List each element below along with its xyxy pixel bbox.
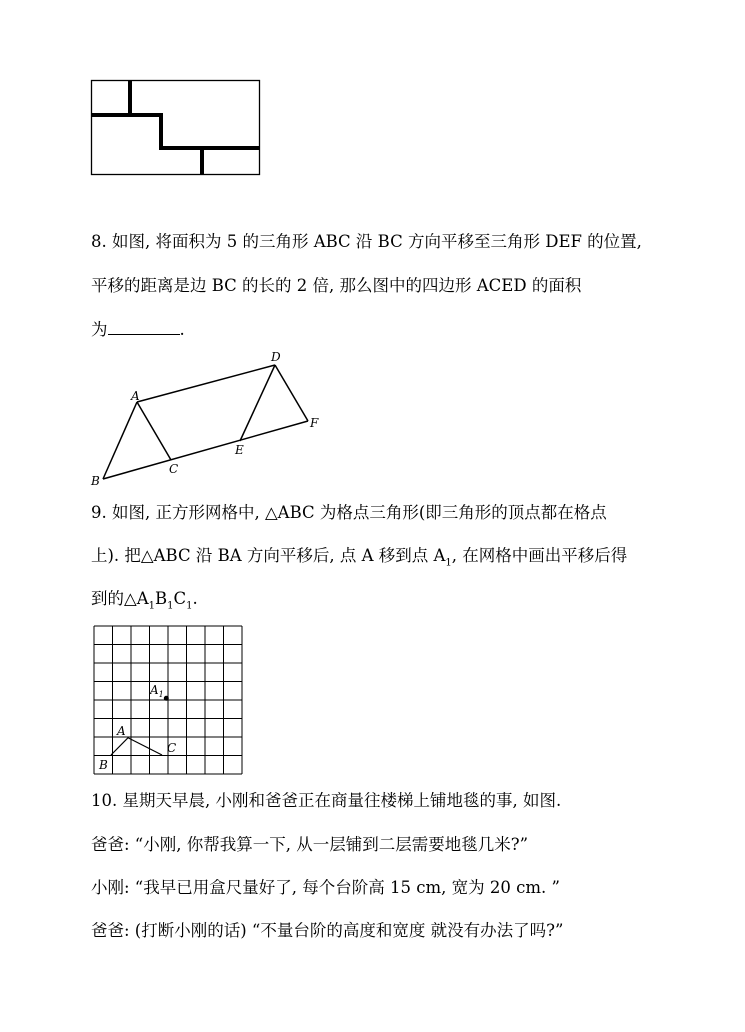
problem9-line2-subscript: 1 [445,557,452,569]
segment-DE [240,365,275,441]
label-E: E [235,443,244,457]
segment-AB [111,738,128,755]
point-A1 [164,696,169,701]
label-C: C [169,462,179,476]
segment-AB [103,402,137,479]
problem9-line3-sub2: 1 [167,600,174,612]
problem9-line2-part-b: , 在网格中画出平移后得 [451,546,628,565]
problem10-line4: 爸爸: (打断小刚的话) “不量台阶的高度和宽度 就没有办法了吗?” [91,921,564,940]
label-A1: $A_1$ [150,683,164,699]
rectangle-outline [92,81,260,175]
problem9-line2-part-a: 上). 把△ABC 沿 BA 方向平移后, 点 A 移到点 A [91,546,446,565]
problem8-line3 [91,318,185,341]
segment-AC [128,738,162,755]
problem10-line3: 小刚: “我早已用盒尺量好了, 每个台阶高 15 cm, 宽为 20 cm. ” [91,878,560,897]
label-A: A [117,724,126,738]
problem8-line3-suffix: . [179,320,185,339]
translated-triangles-figure [85,345,330,490]
label-B: B [91,474,100,488]
label-B: B [99,758,108,772]
label-A: A [131,389,140,403]
problem9-line3 [91,588,198,617]
problem10-line2: 爸爸: “小刚, 你帮我算一下, 从一层铺到二层需要地毯几米?” [91,835,529,854]
label-C: C [167,741,177,755]
problem9-line3-sub1: 1 [148,600,155,612]
rectangle-step-figure [89,78,264,178]
problem9-line3-part-c: C [173,589,187,608]
segment-BF [103,421,308,479]
segment-AC [137,402,171,460]
problem9-line3-part-d: . [192,589,198,608]
problem9-line1: 9. 如图, 正方形网格中, △ABC 为格点三角形(即三角形的顶点都在格点 [91,503,607,522]
label-F: F [310,416,319,430]
segment-DF [275,365,308,421]
problem9-line3-part-b: B [154,589,168,608]
square-grid-figure [90,624,244,776]
problem9-line3-sub3: 1 [186,600,193,612]
problem8-line2: 平移的距离是边 BC 的长的 2 倍, 那么图中的四边形 ACED 的面积 [91,276,582,295]
problem8-line3-prefix: 为 [91,320,108,339]
step-line [92,115,260,148]
segment-AD [137,365,275,402]
problem8-line1: 8. 如图, 将面积为 5 的三角形 ABC 沿 BC 方向平移至三角形 DEF 的位置, [91,232,642,251]
problem9-line2 [91,545,627,574]
problem10-line1: 10. 星期天早晨, 小刚和爸爸正在商量往楼梯上铺地毯的事, 如图. [91,791,562,810]
problem9-line3-part-a: 到的△A [91,589,149,608]
label-D: D [271,350,281,364]
answer-blank [108,318,180,335]
